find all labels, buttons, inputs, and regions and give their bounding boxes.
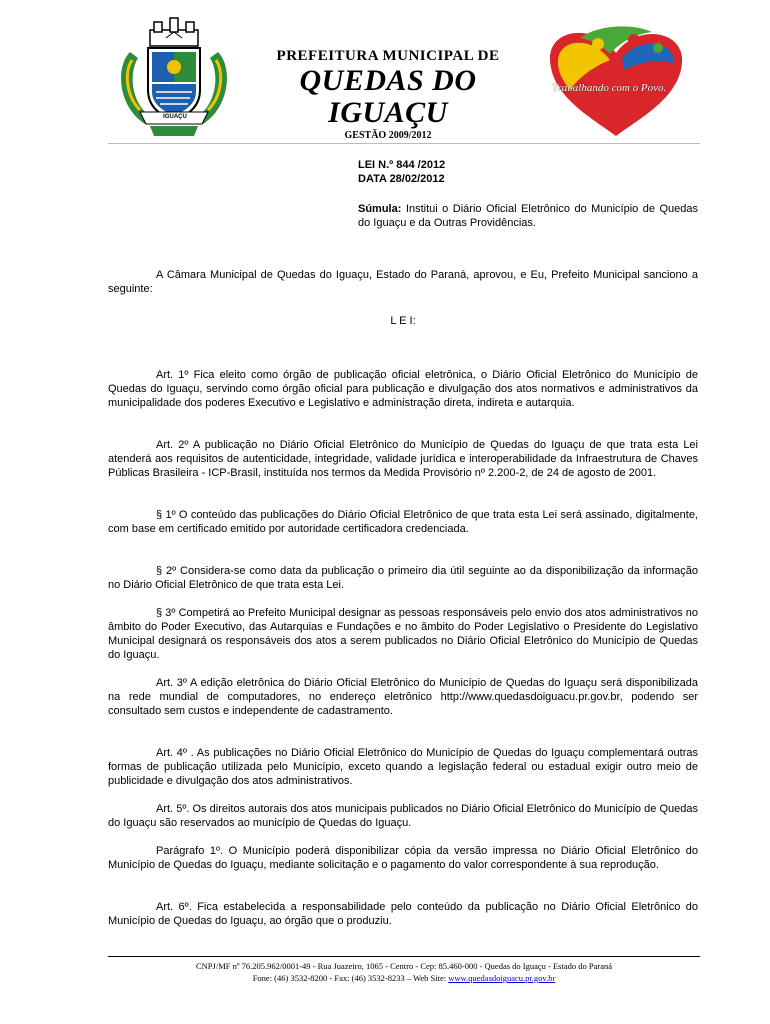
article-2: Art. 2º A publicação no Diário Oficial Eletrônico do Município de Quedas do Iguaçu de que trata esta Lei atenderá aos requisitos de autenticidade, integridade, validade jurídica e interoperabilidade da Infraestrutura de Chaves Públicas Brasileira - ICP-Brasil, instituída nos termos da Medida Provisório nº 2.200-2, de 24 de agosto de 2001. <box>108 439 698 479</box>
footer-address: CNPJ/MF nº 76.205.962/0001-49 - Rua Juazeiro, 1065 - Centro - Cep: 85.460-000 - Quedas do Iguaçu - Estado do Paraná <box>195 961 612 971</box>
article-5: Art. 5º. Os direitos autorais dos atos municipais publicados no Diário Oficial Eletrônico do Município de Quedas do Iguaçu são reservados ao município de Quedas do Iguaçu. <box>108 803 698 829</box>
crest-ribbon-text: IGUAÇU <box>163 114 187 120</box>
preamble-paragraph: A Câmara Municipal de Quedas do Iguaçu, Estado do Paraná, aprovou, e Eu, Prefeito Municipal sanciono a seguinte: <box>108 269 698 295</box>
website-link[interactable]: www.quedasdoiguacu.pr.gov.br <box>448 973 556 983</box>
footer-divider <box>108 956 700 957</box>
article-4: Art. 4º . As publicações no Diário Oficial Eletrônico do Município de Quedas do Iguaçu complementará outras formas de publicação utilizada pelo Município, exceto quando a legislação federal ou estadual exigir outro meio de publicidade e divulgação dos atos administrativos. <box>108 747 698 787</box>
footer-phone-fax: Fone: (46) 3532-8200 - Fax: (46) 3532-8233 – Web Site: <box>252 973 449 983</box>
law-heading <box>358 158 698 230</box>
article-5-paragraph-1: Parágrafo 1º. O Município poderá disponibilizar cópia da versão impressa no Diário Oficial Eletrônico do Município de Quedas do Iguaçu, mediante solicitação e o pagamento do valor correspondente à sua reprodução. <box>108 845 698 871</box>
article-3: Art. 3º A edição eletrônica do Diário Oficial Eletrônico do Município de Quedas do Iguaçu será disponibilizada na rede mundial de computadores, no endereço eletrônico http://www.quedasdoiguacu.pr.gov.br, podendo ser consultado sem custos e independente de cadastramento. <box>108 677 698 717</box>
prefeitura-label: PREFEITURA MUNICIPAL DE <box>276 48 500 64</box>
article-2-paragraph-3: § 3º Competirá ao Prefeito Municipal designar as pessoas responsáveis pelo envio dos atos administrativos no âmbito do Poder Executivo, das Autarquias e Fundações e no âmbito do Poder Legislativo o Presidente do Legislativo Municipal designará os responsáveis dos atos a serem publicados no Diário Oficial Eletrônico do Município de Quedas do Iguaçu. <box>108 607 698 661</box>
lei-title: L E I: <box>390 315 416 327</box>
footer <box>108 960 700 984</box>
law-date: DATA 28/02/2012 <box>358 173 445 185</box>
sumula-label: Súmula: <box>358 203 402 215</box>
header-divider <box>108 143 700 144</box>
footer-contact <box>108 972 700 984</box>
sumula-text: Institui o Diário Oficial Eletrônico do Município de Quedas do Iguaçu e da Outras Providências. <box>358 203 698 229</box>
gestao-label: GESTÃO 2009/2012 <box>344 130 432 141</box>
city-name: QUEDAS DO IGUAÇU <box>299 64 477 129</box>
law-number: LEI N.º 844 /2012 <box>358 159 446 171</box>
article-2-paragraph-1: § 1º O conteúdo das publicações do Diário Oficial Eletrônico de que trata esta Lei será assinado, digitalmente, com base em certificado emitido por autoridade certificadora credenciada. <box>108 509 698 535</box>
slogan-text: Trabalhando com o Povo. <box>552 82 667 94</box>
article-2-paragraph-2: § 2º Considera-se como data da publicação o primeiro dia útil seguinte ao da disponibilização da informação no Diário Oficial Eletrônico de que trata esta Lei. <box>108 565 698 591</box>
article-1: Art. 1º Fica eleito como órgão de publicação oficial eletrônica, o Diário Oficial Eletrônico do Município de Quedas do Iguaçu, servindo como órgão oficial para publicação e divulgação dos atos normativos e administrativos da municipalidade dos poderes Executivo e Legislativo e administração direta, indireta e autarquia. <box>108 369 698 409</box>
sumula <box>358 202 698 230</box>
municipal-crest-icon <box>110 12 238 140</box>
trabalhando-com-o-povo-logo-icon <box>540 18 692 140</box>
article-6: Art. 6º. Fica estabelecida a responsabilidade pelo conteúdo da publicação no Diário Oficial Eletrônico do Município de Quedas do Iguaçu, ao órgão que o produziu. <box>108 901 698 927</box>
letterhead-title <box>238 48 538 141</box>
